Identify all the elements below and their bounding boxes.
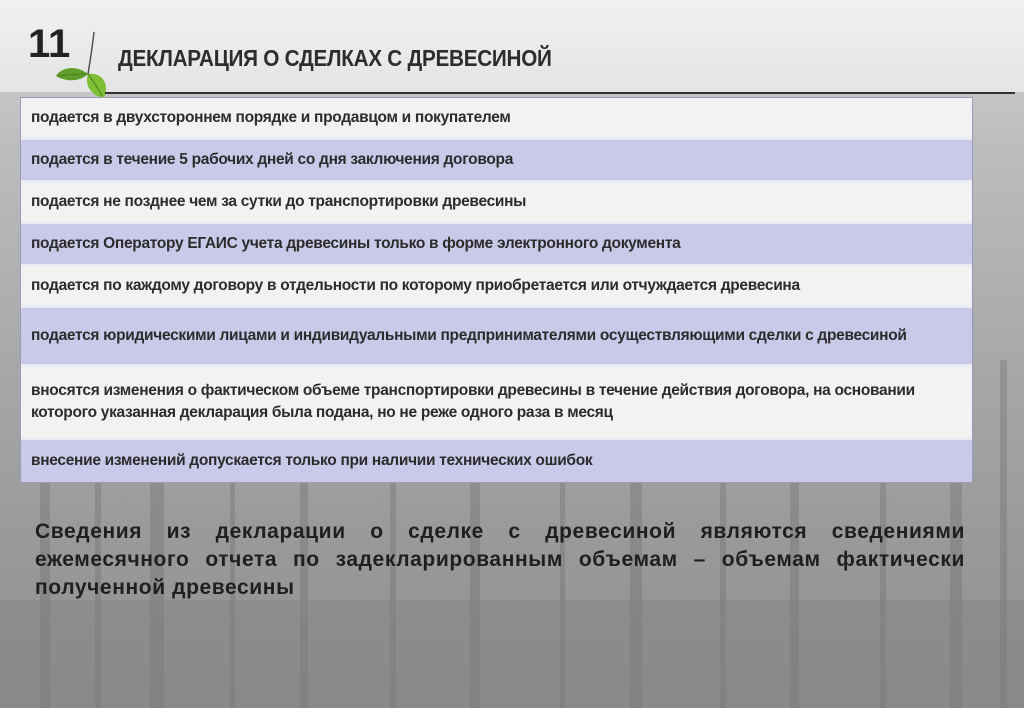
row-text: вносятся изменения о фактическом объеме транспортировки древесины в течение действия договора, на основании которого указанная декларация была подана, но не реже одного раза в месяц [31,382,915,421]
table-row [21,224,972,266]
slide-title: ДЕКЛАРАЦИЯ О СДЕЛКАХ С ДРЕВЕСИНОЙ [118,45,552,71]
row-text: подается не позднее чем за сутки до транспортировки древесины [31,193,527,210]
row-text: подается по каждому договору в отдельности по которому приобретается или отчуждается древесина [31,277,800,294]
table-row [21,366,972,440]
row-text: внесение изменений допускается только при наличии технических ошибок [31,452,593,469]
slide-number: 11 [28,22,71,66]
row-text: подается юридическими лицами и индивидуальными предпринимателями осуществляющими сделки с древесиной [31,327,907,344]
title-underline [105,92,1015,94]
table-row [21,440,972,482]
table-row [21,266,972,308]
summary-note: Сведения из декларации о сделке с древесиной являются сведениями ежемесячного отчета по задекларированным объемам – объемам фактически полученной древесины [35,520,965,599]
row-text: подается Оператору ЕГАИС учета древесины только в форме электронного документа [31,235,681,252]
table-row [21,98,972,140]
table-row [21,182,972,224]
row-text: подается в течение 5 рабочих дней со дня заключения договора [31,151,514,168]
row-text: подается в двухстороннем порядке и продавцом и покупателем [31,109,511,126]
table-row [21,308,972,366]
declaration-table [20,97,973,483]
table-row [21,140,972,182]
